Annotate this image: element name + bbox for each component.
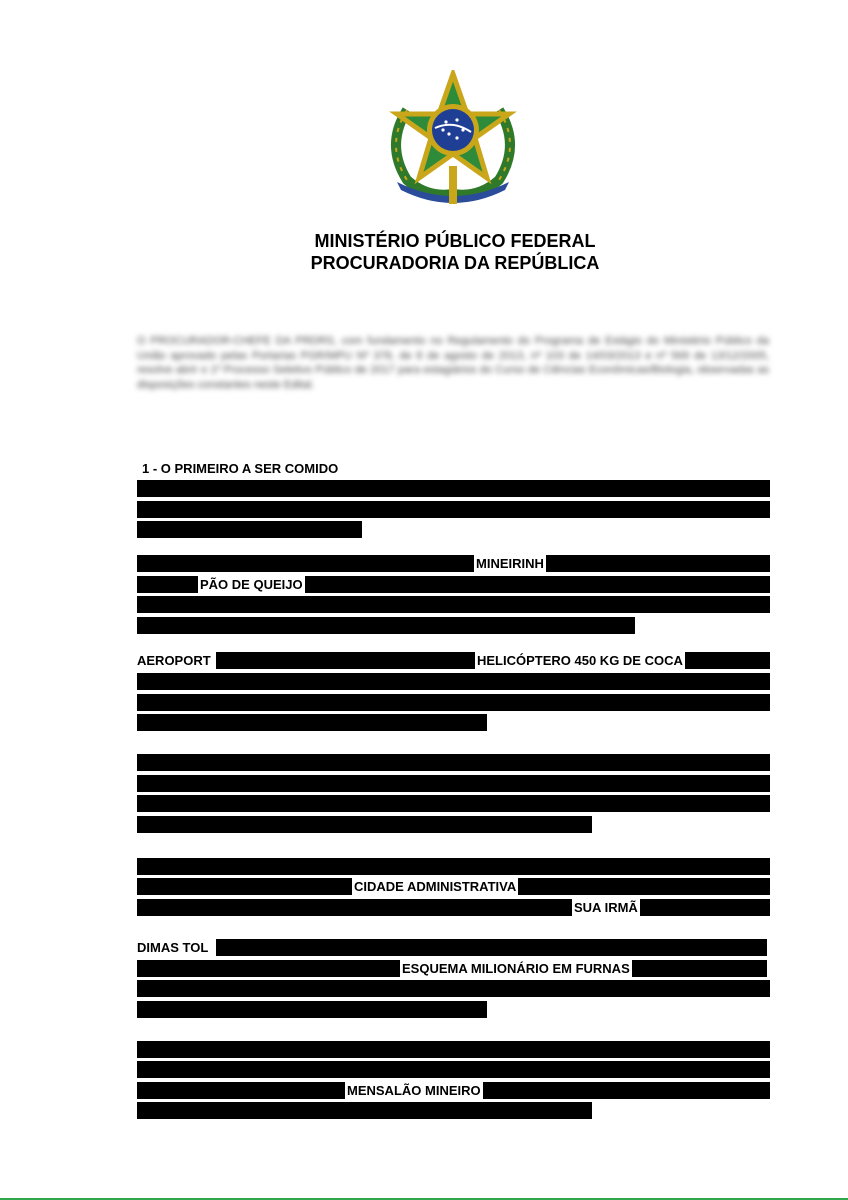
keyword-dimas: DIMAS TOL [137, 940, 209, 955]
redaction-bar [137, 714, 487, 731]
header-line-1: MINISTÉRIO PÚBLICO FEDERAL [314, 231, 596, 251]
keyword-cidade-administrativa: CIDADE ADMINISTRATIVA [354, 879, 517, 894]
keyword-mineirinho: MINEIRINH [476, 556, 544, 571]
redaction-bar [137, 816, 592, 833]
keyword-helicoptero: HELICÓPTERO 450 KG DE COCA [477, 653, 683, 668]
section-title: 1 - O PRIMEIRO A SER COMIDO [142, 461, 339, 476]
redaction-bar [137, 617, 635, 634]
redaction-bar [137, 694, 770, 711]
redaction-bar [137, 795, 770, 812]
keyword-mensalao: MENSALÃO MINEIRO [347, 1083, 481, 1098]
intro-paragraph-blurred: O PROCURADOR-CHEFE DA PRDRS, com fundamento no Regulamento do Programa de Estágio do Ministério Público da União aprovado pelas Portarias PGR/MPU Nº 378, de 8 de agosto de 2013, nº 103 de 14/03/2013 e nº 569 de 13/12/2005, resolve abrir o 1º Processo Seletivo Público de 2017 para estagiários do Curso de Ciências Econômicas/Biologia, observadas as disposições constantes neste Edital. [137, 335, 769, 391]
redaction-bar [137, 596, 770, 613]
redaction-bar [137, 1041, 770, 1058]
redaction-bar [137, 1102, 592, 1119]
redaction-bar [216, 939, 767, 956]
redaction-bar [137, 1001, 487, 1018]
document-header [0, 230, 848, 274]
redaction-bar [137, 1061, 770, 1078]
header-line-2: PROCURADORIA DA REPÚBLICA [310, 253, 600, 273]
redaction-bar [137, 673, 770, 690]
redaction-bar [137, 501, 770, 518]
redaction-bar [137, 980, 770, 997]
redaction-bar [137, 858, 770, 875]
keyword-aeroporto: AEROPORT [137, 653, 211, 668]
redaction-bar [137, 521, 362, 538]
brazil-coat-of-arms-icon [377, 70, 529, 210]
keyword-pao-de-queijo: PÃO DE QUEIJO [200, 577, 303, 592]
redaction-bar [137, 555, 770, 572]
redaction-bar [137, 754, 770, 771]
redaction-bar [137, 899, 770, 916]
keyword-sua-irma: SUA IRMÃ [574, 900, 638, 915]
redaction-bar [137, 480, 770, 497]
keyword-furnas: ESQUEMA MILIONÁRIO EM FURNAS [402, 961, 630, 976]
redaction-bar [137, 775, 770, 792]
